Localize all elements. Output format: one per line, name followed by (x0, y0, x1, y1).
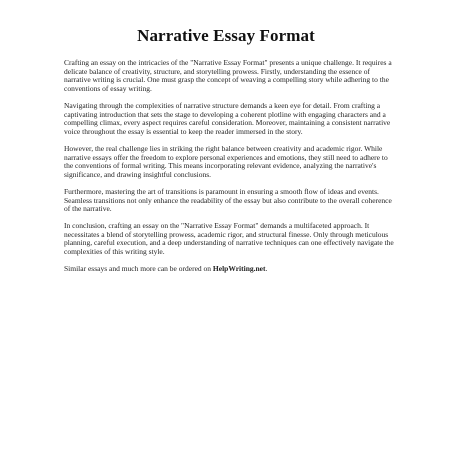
paragraph-conclusion: In conclusion, crafting an essay on the "Narrative Essay Format" demands a multifaceted approach. It necessitates a blend of storytelling prowess, academic rigor, and structural finesse. Only through meticulous planning, careful execution, and a deep understanding of narrative techniques can one effectively navigate the complexities of this writing style. (64, 221, 394, 257)
paragraph-challenge: However, the real challenge lies in striking the right balance between creativity and academic rigor. While narrative essays offer the freedom to explore personal experiences and emotions, they still need to adhere to the conventions of formal writing. This means incorporating relevant evidence, analyzing the narrative's significance, and drawing insightful conclusions. (64, 143, 388, 179)
document-title: Narrative Essay Format (137, 26, 315, 45)
site-name: HelpWriting.net (212, 264, 266, 274)
closing-prefix: Similar essays and much more can be ordered on (64, 264, 213, 274)
document-body (64, 59, 396, 282)
closing-line (64, 265, 396, 274)
paragraph-structure: Navigating through the complexities of narrative structure demands a keen eye for detail. From crafting a captivating introduction that sets the stage to developing a coherent plotline with engaging characters and a compelling climax, every aspect requires careful consideration. Moreover, maintaining a consistent narrative voice throughout the essay is essential to keep the reader immersed in the story. (64, 100, 391, 136)
paragraph-transitions: Furthermore, mastering the art of transitions is paramount in ensuring a smooth flow of ideas and events. Seamless transitions not only enhance the readability of the essay but also contribute to the overall coherence of the narrative. (64, 186, 392, 214)
paragraph-intro: Crafting an essay on the intricacies of the "Narrative Essay Format" presents a unique challenge. It requires a delicate balance of creativity, structure, and storytelling prowess. Firstly, understanding the essence of narrative writing is crucial. One must grasp the concept of weaving a compelling story while adhering to the conventions of essay writing. (64, 58, 392, 93)
closing-suffix: . (265, 264, 268, 274)
